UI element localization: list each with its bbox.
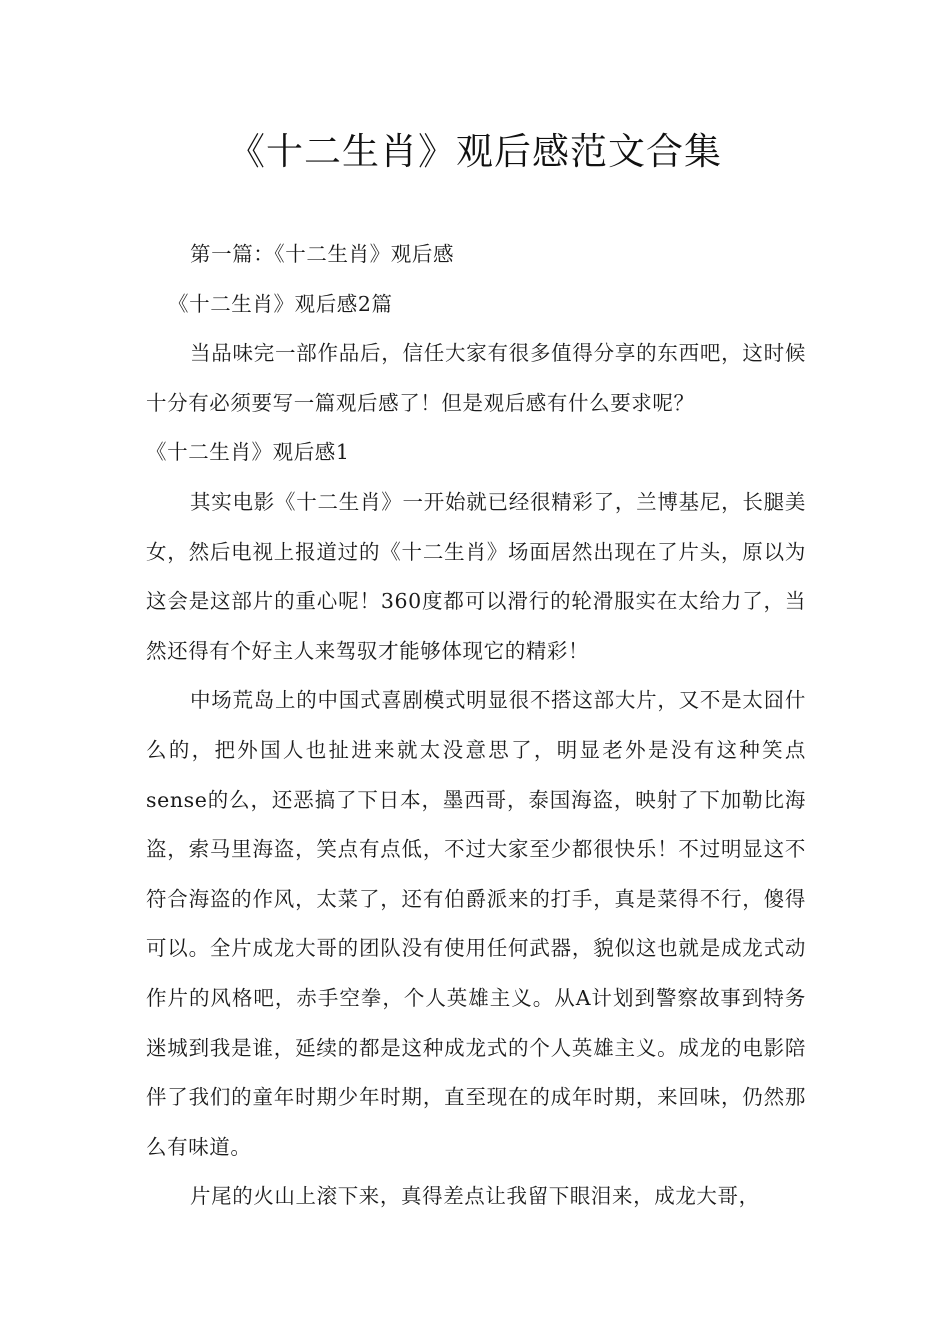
paragraph: 其实电影《十二生肖》一开始就已经很精彩了，兰博基尼，长腿美女，然后电视上报道过的《十二生肖》场面居然出现在了片头，原以为这会是这部片的重心呢！360度都可以滑行的轮滑服实在太给力了，当然还得有个好主人来驾驭才能够体现它的精彩！ — [146, 489, 806, 663]
document-title: 《十二生肖》观后感范文合集 — [228, 130, 722, 173]
subheading: 《十二生肖》观后感1 — [146, 440, 350, 465]
paragraph: 中场荒岛上的中国式喜剧模式明显很不搭这部大片，又不是太囧什么的，把外国人也扯进来就太没意思了，明显老外是没有这种笑点sense的么，还恶搞了下日本，墨西哥，泰国海盗，映射了下加勒比海盗，索马里海盗，笑点有点低，不过大家至少都很快乐！不过明显这不符合海盗的作风，太菜了，还有伯爵派来的打手，真是菜得不行，傻得可以。全片成龙大哥的团队没有使用任何武器，貌似这也就是成龙式动作片的风格吧，赤手空拳，个人英雄主义。从A计划到警察故事到特务迷城到我是谁，延续的都是这种成龙式的个人英雄主义。成龙的电影陪伴了我们的童年时期少年时期，直至现在的成年时期，来回味，仍然那么有味道。 — [146, 688, 806, 1159]
paragraph: 当品味完一部作品后，信任大家有很多值得分享的东西吧，这时候十分有必须要写一篇观后感了！但是观后感有什么要求呢？ — [146, 341, 806, 415]
paragraph: 片尾的火山上滚下来，真得差点让我留下眼泪来，成龙大哥， — [190, 1184, 760, 1209]
document-body — [146, 230, 806, 1222]
section-heading: 第一篇：《十二生肖》观后感 — [190, 242, 455, 266]
subheading: 《十二生肖》观后感2篇 — [168, 291, 393, 316]
